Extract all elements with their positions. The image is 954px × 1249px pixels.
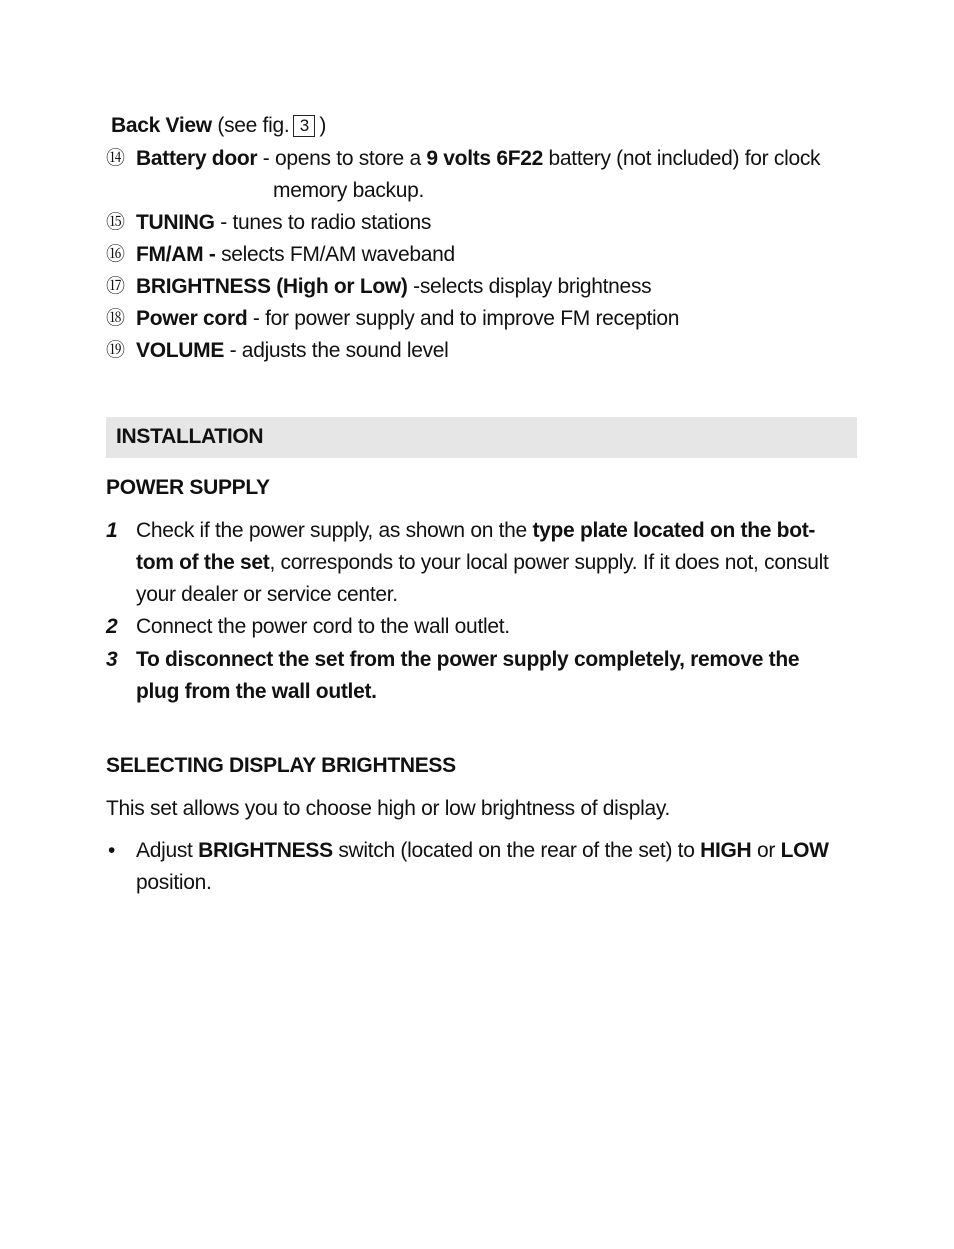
brightness-bullet-line-2: position. <box>136 871 212 894</box>
step-3-line-1: To disconnect the set from the power supply completely, remove the <box>136 648 800 671</box>
item-number-17: ⑰ <box>106 276 126 297</box>
item-text: selects FM/AM waveband <box>215 243 455 266</box>
bullet-text: switch (located on the rear of the set) to <box>332 839 701 862</box>
item-brightness <box>136 271 651 303</box>
see-fig-text: (see fig. <box>217 114 290 137</box>
item-fm-am <box>136 239 455 271</box>
battery-spec: 9 volts 6F22 <box>426 147 544 170</box>
installation-section-header <box>106 417 857 458</box>
bullet-text: Adjust <box>136 839 199 862</box>
item-battery-door <box>136 143 820 175</box>
step-text: Check if the power supply, as shown on the <box>136 519 533 542</box>
item-number-18: ⑱ <box>106 308 126 329</box>
item-text: - opens to store a <box>257 147 427 170</box>
brightness-heading: SELECTING DISPLAY BRIGHTNESS <box>106 754 456 777</box>
item-label: VOLUME <box>136 339 225 362</box>
step-text: , corresponds to your local power supply. If it does not, consult <box>269 551 829 574</box>
step-1-line-2 <box>136 547 829 579</box>
item-label: Power cord <box>136 307 248 330</box>
step-number-3: 3 <box>106 648 118 671</box>
item-label: TUNING <box>136 211 215 234</box>
step-number-2: 2 <box>106 615 118 638</box>
item-text: - adjusts the sound level <box>224 339 449 362</box>
step-3-line-2: plug from the wall outlet. <box>136 680 377 703</box>
see-fig-close: ) <box>319 114 327 137</box>
step-1-line-1 <box>136 515 815 547</box>
item-number-19: ⑲ <box>106 340 126 361</box>
item-text: battery (not included) for clock <box>543 147 821 170</box>
bullet-text: or <box>751 839 781 862</box>
item-battery-door-continued: memory backup. <box>273 179 425 202</box>
step-2-line-1: Connect the power cord to the wall outlet. <box>136 615 510 638</box>
item-number-16: ⑯ <box>106 244 126 265</box>
brightness-bullet-line-1 <box>136 835 829 867</box>
step-1-line-3: your dealer or service center. <box>136 583 398 606</box>
item-number-14: ⑭ <box>106 148 126 169</box>
power-supply-heading: POWER SUPPLY <box>106 476 270 499</box>
item-text: -selects display brightness <box>407 275 652 298</box>
step-emphasis: type plate located on the bot- <box>532 519 816 542</box>
item-power-cord <box>136 303 679 335</box>
bullet-emphasis: BRIGHTNESS <box>198 839 333 862</box>
step-emphasis: tom of the set <box>136 551 270 574</box>
figure-number-box: 3 <box>293 115 315 137</box>
item-label: BRIGHTNESS (High or Low) <box>136 275 408 298</box>
bullet-icon: • <box>108 839 116 862</box>
back-view-line <box>111 110 326 142</box>
brightness-intro: This set allows you to choose high or low brightness of display. <box>106 797 671 820</box>
item-text: - tunes to radio stations <box>214 211 432 234</box>
step-number-1: 1 <box>106 519 118 542</box>
item-label: Battery door <box>136 147 258 170</box>
item-volume <box>136 335 449 367</box>
back-view-title: Back View <box>111 114 212 137</box>
item-number-15: ⑮ <box>106 212 126 233</box>
item-label: FM/AM - <box>136 243 216 266</box>
installation-heading: INSTALLATION <box>116 425 264 448</box>
bullet-emphasis: LOW <box>780 839 829 862</box>
item-text: - for power supply and to improve FM reception <box>247 307 680 330</box>
bullet-emphasis: HIGH <box>700 839 752 862</box>
item-tuning <box>136 207 431 239</box>
